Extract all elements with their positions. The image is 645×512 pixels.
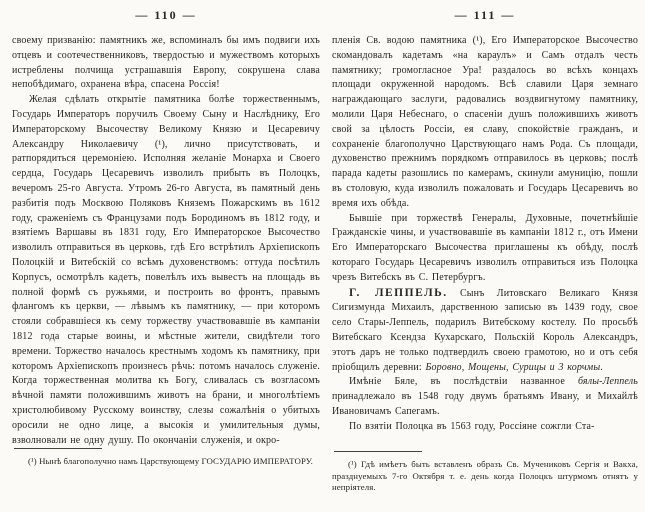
paragraph-ceremony: Желая сдѣлать открытіе памятника болѣе торжественнымъ, Государь Императоръ поручилъ Своему Сыну и Наслѣднику, Его Императорскому Высочеству Великому Князю и Цесаревичу Александру Николаевичу (¹), лично присутствовать, и ратпорядиться церемоніею. Исполняя желаніе Монарха и Своего сердца, Государь Цесаревичъ изволилъ прибыть въ Полоцкъ, вечеромъ 25-го Августа. Утромъ 26-го Августа, въ памятный день разбитія подъ Москвою Поляковъ Княземъ Пожарскимъ въ 1612 году, сраженіемъ съ Французами подъ Бородиномъ въ 1812 году, и взятіемъ Варшавы въ 1831 году, Его Императорское Высочество изволилъ отправиться въ церковь, гдѣ Его встрѣтилъ Архіепископъ Полоцкій и Витебскій со всѣмъ духовенствомъ: оттуда посѣтилъ Корпусъ, осмотрѣлъ кадетъ, повелѣлъ ихъ вывестъ на площадь въ полной формѣ съ ружьями, и построить во фронтъ, правымъ флангомъ къ церкви, — лѣвымъ къ памятнику, — при которомъ стояли собравшіеся къ сему торжеству участвовавшіе въ кампаніи 1812 года старые воины, и мѣстные жители, свидѣтели того времени. Торжество началось крестнымъ ходомъ къ памятнику, при которомъ Архіепископъ произнесъ рѣчь: потомъ началось служеніе. Когда торжественная молитва къ Богу, сливалась съ возгласомъ вѣчной памяти положившимъ животъ на брани, и многолѣтіемъ христолюбивому Русскому воинству, слезы сожалѣнія о убитыхъ оросили не одно лице, а высокія и умилительныя думы, взволновали не одну душу. По окончаніи служенія, и окро- <box>12 94 320 446</box>
footnote-divider <box>334 451 422 452</box>
section-text-tail: . <box>600 361 603 373</box>
paragraph-dinner: Бывшіе при торжествѣ Генералы, Духовные, почетнѣйшіе Гражданскіе чины, и участвовавшіе въ кампаніи 1812 г., отъ Имени Его Императорскаго Высочества приглашены къ обѣду, послѣ котораго Государь Цесаревичъ изволилъ отправиться изъ Полоцка чрезъ Витебскъ въ С. Петербургъ. <box>332 212 638 283</box>
page-110-body <box>12 34 320 448</box>
page-110 <box>12 0 320 512</box>
footnote-text: (¹) Гдѣ имѣетъ быть вставленъ образъ Св. Мучениковъ Сергія и Вакха, празднуемыхъ 7-го Октября т. е. день когда Полоцкъ штурмомъ отнятъ у непріятеля. <box>332 459 638 492</box>
footnote-text: (¹) Нынѣ благополучно намъ Царствующему ГОСУДАРЮ ИМПЕРАТОРУ. <box>28 456 313 466</box>
page-number-left: — 110 — <box>135 8 197 22</box>
page-number-right: — 111 — <box>454 8 516 22</box>
byale-lead: Имѣніе Бяле, въ послѣдствіи названное <box>349 376 578 388</box>
section-text: Сынъ Литовскаго Великаго Князя Сигизмунда Михаилъ, дарственною записью въ 1439 году, свое село Стары-Леппель, подарилъ Витебскому костелу. По просьбѣ Витебскаго Ксендза Кухарскаго, Польскій Король Александръ, этотъ даръ не только подтвердилъ своею грамотою, но и отъ себя пріобщилъ деревни: <box>332 287 638 373</box>
byale-name-italic: бялы-Леппель <box>577 376 638 388</box>
paragraph-continuation: пленія Св. водою памятника (¹), Его Императорское Высочество скомандовалъ кадетамъ «на караулъ» и Самъ отдалъ честь памятнику; громогласное Ура! раздалось во всѣхъ концахъ площади окруженной народомъ. Всѣ славили Царя земнаго награждающаго заслуги, радовались воздвигнутому памятнику, молили Царя Небеснаго, о спасеніи душъ положившихъ животъ свой за цѣлость Россіи, ея славу, спокойствіе гражданъ, и сохраненіе благополучно Царствующаго намъ Рода. Съ площади, духовенство прежнимъ порядкомъ отправилось въ церковь; послѣ парада кадеты разошлись по камерамъ, скинули амуницію, пошли въ столовую, куда изволилъ пожаловать и Государь Цесаревичъ во время ихъ обѣда. <box>332 35 638 209</box>
paragraph-byale <box>332 375 638 419</box>
paragraph-lepel <box>332 286 638 376</box>
footnote-divider <box>14 448 102 449</box>
village-names-italic: Боровно, Мощены, Сурицы и 3 корчмы <box>425 361 601 373</box>
section-heading-lepel: Г. ЛЕППЕЛЬ. <box>349 286 448 299</box>
page-111 <box>332 0 638 512</box>
footnote-block-right <box>332 451 638 494</box>
paragraph-continuation: своему призванію: памятникъ же, вспоминалъ бы имъ подвиги ихъ отцевъ и соотечественниковъ, твердостью и мужествомъ которыхъ истреблены полчища устрашавшія Европу, сокрушена слава непобѣдимаго, охранена вѣра, спасена Россія! <box>12 35 320 91</box>
byale-tail: принадлежало въ 1548 году двумъ братьямъ Ивану, и Михайлѣ Ивановичамъ Сапегамъ. <box>332 391 638 417</box>
paragraph-polotsk-1563: По взятіи Полоцка въ 1563 году, Россіяне сожгли Ста- <box>349 420 595 432</box>
footnote-block-left <box>12 448 320 468</box>
page-111-body <box>332 34 638 448</box>
